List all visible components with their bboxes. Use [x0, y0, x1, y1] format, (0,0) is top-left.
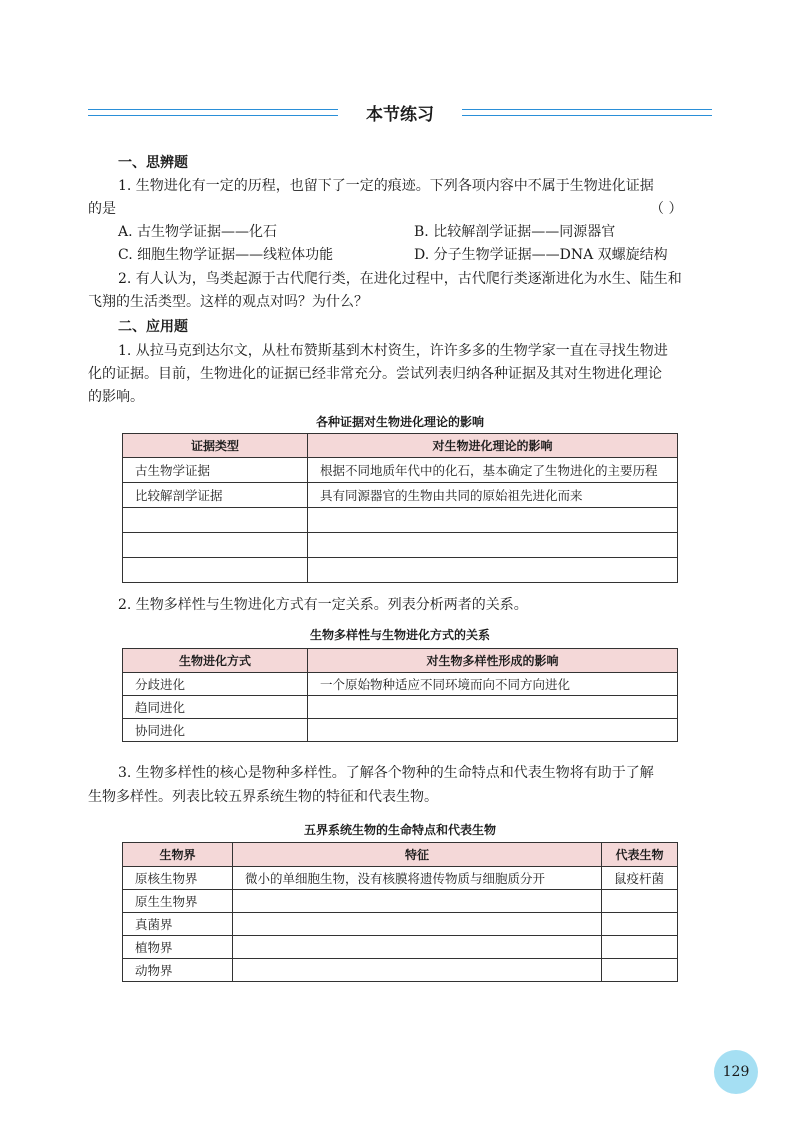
table-cell — [308, 696, 678, 719]
table-cell: 比较解剖学证据 — [123, 483, 308, 508]
table-cell — [123, 558, 308, 583]
table-cell — [602, 913, 678, 936]
table-cell: 原核生物界 — [123, 867, 233, 890]
evidence-table — [122, 433, 678, 583]
answer-bracket: （ ） — [650, 201, 683, 217]
part2-q1-line2: 化的证据。目前，生物进化的证据已经非常充分。尝试列表归纳各种证据及其对生物进化理论 — [88, 366, 662, 382]
part1-q2-line2: 飞翔的生活类型。这样的观点对吗？为什么？ — [88, 294, 368, 310]
table-cell — [123, 508, 308, 533]
table-cell — [602, 936, 678, 959]
part1-q1-line1: 1. 生物进化有一定的历程，也留下了一定的痕迹。下列各项内容中不属于生物进化证据 — [118, 178, 654, 194]
part2-title: 二、应用题 — [118, 319, 188, 335]
option-a: A. 古生物学证据——化石 — [118, 224, 278, 240]
table-cell: 协同进化 — [123, 719, 308, 742]
part1-q2-line1: 2. 有人认为，鸟类起源于古代爬行类，在进化过程中，古代爬行类逐渐进化为水生、陆生和 — [118, 271, 682, 287]
table-row — [123, 867, 678, 890]
table-cell — [233, 890, 602, 913]
part2-q3-line2: 生物多样性。列表比较五界系统生物的特征和代表生物。 — [88, 789, 438, 805]
table-row — [123, 696, 678, 719]
table3-header: 生物界 — [123, 843, 233, 867]
table-row — [123, 890, 678, 913]
table-cell — [233, 959, 602, 982]
page-number: 129 — [714, 1050, 758, 1094]
table-cell: 真菌界 — [123, 913, 233, 936]
table-cell: 具有同源器官的生物由共同的原始祖先进化而来 — [308, 483, 678, 508]
table1-header: 证据类型 — [123, 434, 308, 458]
part2-q3-line1: 3. 生物多样性的核心是物种多样性。了解各个物种的生命特点和代表生物将有助于了解 — [118, 765, 654, 781]
table-row — [123, 558, 678, 583]
table-cell: 鼠疫杆菌 — [602, 867, 678, 890]
table-cell — [602, 890, 678, 913]
table-row — [123, 673, 678, 696]
table1-caption: 各种证据对生物进化理论的影响 — [315, 415, 484, 429]
part2-q1-line3: 的影响。 — [88, 389, 144, 405]
table-row — [123, 913, 678, 936]
table-cell — [123, 533, 308, 558]
table-cell — [308, 558, 678, 583]
table3-caption: 五界系统生物的生命特点和代表生物 — [303, 823, 496, 837]
table2-header: 生物进化方式 — [123, 649, 308, 673]
table-cell — [308, 719, 678, 742]
table-row — [123, 936, 678, 959]
table-cell: 动物界 — [123, 959, 233, 982]
table-cell: 一个原始物种适应不同环境而向不同方向进化 — [308, 673, 678, 696]
section-title: 本节练习 — [366, 105, 434, 125]
table-cell: 分歧进化 — [123, 673, 308, 696]
table-row — [123, 533, 678, 558]
option-c: C. 细胞生物学证据——线粒体功能 — [118, 247, 334, 263]
part2-q1-line1: 1. 从拉马克到达尔文，从杜布赞斯基到木村资生，许许多多的生物学家一直在寻找生物进 — [118, 343, 668, 359]
option-b: B. 比较解剖学证据——同源器官 — [414, 224, 616, 240]
table1-header: 对生物进化理论的影响 — [308, 434, 678, 458]
table-cell: 趋同进化 — [123, 696, 308, 719]
table-cell: 植物界 — [123, 936, 233, 959]
table-cell — [308, 533, 678, 558]
diversity-table — [122, 648, 678, 742]
table-cell — [308, 508, 678, 533]
table-cell: 原生生物界 — [123, 890, 233, 913]
table-cell — [602, 959, 678, 982]
table-cell — [233, 913, 602, 936]
table-cell: 古生物学证据 — [123, 458, 308, 483]
part2-q2-line1: 2. 生物多样性与生物进化方式有一定关系。列表分析两者的关系。 — [118, 597, 528, 613]
table2-header: 对生物多样性形成的影响 — [308, 649, 678, 673]
table-cell: 根据不同地质年代中的化石，基本确定了生物进化的主要历程 — [308, 458, 678, 483]
kingdoms-table — [122, 842, 678, 982]
table-row — [123, 483, 678, 508]
header-rule-right — [462, 109, 712, 116]
table-row — [123, 458, 678, 483]
table-cell — [233, 936, 602, 959]
table3-header: 特征 — [233, 843, 602, 867]
part1-q1-line2: 的是 — [88, 201, 116, 217]
table-row — [123, 959, 678, 982]
table-row — [123, 508, 678, 533]
table-row — [123, 719, 678, 742]
option-d: D. 分子生物学证据——DNA 双螺旋结构 — [414, 247, 668, 263]
part1-title: 一、思辨题 — [118, 155, 188, 171]
table2-caption: 生物多样性与生物进化方式的关系 — [309, 628, 490, 642]
table-cell: 微小的单细胞生物，没有核膜将遗传物质与细胞质分开 — [233, 867, 602, 890]
header-rule-left — [88, 109, 338, 116]
table3-header: 代表生物 — [602, 843, 678, 867]
